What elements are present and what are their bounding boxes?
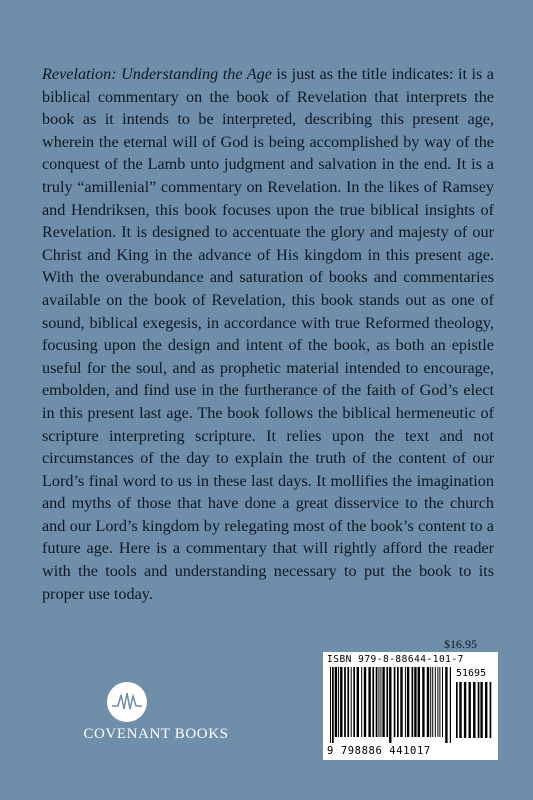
barcode-bar bbox=[340, 667, 342, 737]
barcode-bar bbox=[442, 667, 443, 737]
barcode-bar bbox=[364, 667, 366, 737]
ean-barcode-bars bbox=[329, 667, 451, 743]
barcode-bar bbox=[464, 682, 466, 738]
barcode-bar bbox=[478, 682, 480, 738]
barcode-bar bbox=[480, 682, 482, 738]
barcode-bar bbox=[382, 667, 384, 737]
isbn-number-label: ISBN 979-8-88644-101-7 bbox=[327, 654, 464, 665]
barcode-bar bbox=[386, 667, 388, 737]
barcode-bar bbox=[380, 667, 381, 737]
barcode-bar bbox=[376, 667, 378, 737]
barcode-bar bbox=[469, 682, 471, 738]
barcode-bar bbox=[407, 667, 409, 737]
ean-number-label: 9 798886 441017 bbox=[327, 745, 431, 757]
barcode-bar bbox=[485, 682, 487, 738]
barcode-bar bbox=[405, 667, 406, 737]
barcode-bar bbox=[357, 667, 359, 737]
barcode-bar bbox=[378, 667, 379, 737]
barcode-bar bbox=[351, 667, 352, 737]
addon-barcode-bars bbox=[455, 682, 493, 744]
barcode-bar bbox=[430, 667, 431, 737]
barcode-bar bbox=[450, 667, 451, 743]
barcode-bar bbox=[353, 667, 355, 737]
barcode-bar bbox=[332, 667, 334, 743]
blurb-body-text: is just as the title indicates: it is a biblical commentary on the book of Revelation that interprets the book as it intends to be interpreted, describing this present age, wherein the eternal will of God is being accomplished by way of the conquest of the Lamb unto judgment and salvation in the end. It is a truly “amillenial” commentary on Revelation. In the likes of Ramsey and Hendriksen, this book focuses upon the true biblical insights of Revelation. It is designed to accentuate the glory and majesty of our Christ and King in the advance of His kingdom in this present age. With the overabundance and saturation of books and commentaries available on the book of Revelation, this book stands out as one of sound, biblical exegesis, in accordance with true Reformed theology, focusing upon the design and intent of the book, as both an epistle useful for the soul, and as prophetic material intended to encourage, embolden, and find use in the furtherance of the faith of God’s elect in this present last age. The book follows the biblical hermeneutic of scripture interpreting scripture. It relies upon the text and not circumstances of the day to explain the truth of the content of our Lord’s final word to us in these last days. It mollifies the imagination and myths of those that have done a great disservice to the church and our Lord’s kingdom by relegating most of the book’s content to a future age. Here is a commentary that will rightly afford the reader with the tools and understanding necessary to put the book to its proper use today. bbox=[42, 65, 494, 603]
barcode-bar bbox=[335, 667, 337, 737]
back-cover-blurb bbox=[42, 63, 494, 605]
barcode-bar bbox=[437, 667, 438, 737]
barcode-bar bbox=[418, 667, 420, 737]
barcode-bar bbox=[372, 667, 374, 737]
barcode-bar bbox=[394, 667, 396, 737]
barcode-bar bbox=[344, 667, 346, 737]
barcode-bar bbox=[330, 667, 331, 743]
barcode-bar bbox=[459, 682, 461, 738]
barcode-bar bbox=[473, 682, 475, 738]
barcode-bar bbox=[389, 667, 391, 743]
barcode-bar bbox=[412, 667, 414, 737]
barcode-bar bbox=[490, 682, 492, 738]
barcode-bar bbox=[414, 667, 416, 737]
barcode-bar bbox=[338, 667, 339, 737]
blurb-book-title: Revelation: Understanding the Age bbox=[42, 65, 272, 83]
publisher-name: COVENANT BOOKS bbox=[83, 726, 229, 742]
barcode-bar bbox=[439, 667, 440, 737]
covenant-books-circle-logo-icon bbox=[106, 681, 148, 723]
barcode-bar bbox=[456, 682, 458, 738]
barcode-bar bbox=[427, 667, 429, 737]
isbn-barcode bbox=[323, 652, 498, 760]
barcode-bar bbox=[435, 667, 436, 737]
barcode-bar bbox=[347, 667, 349, 737]
barcode-bar bbox=[422, 667, 424, 737]
addon-code-number: 51695 bbox=[456, 668, 487, 679]
barcode-bar bbox=[397, 667, 399, 737]
barcode-bar bbox=[361, 667, 362, 737]
barcode-bar bbox=[432, 667, 433, 737]
barcode-bar bbox=[445, 667, 447, 743]
barcode-bar bbox=[368, 667, 370, 737]
barcode-bar bbox=[400, 667, 402, 737]
price-label: $16.95 bbox=[444, 637, 477, 651]
